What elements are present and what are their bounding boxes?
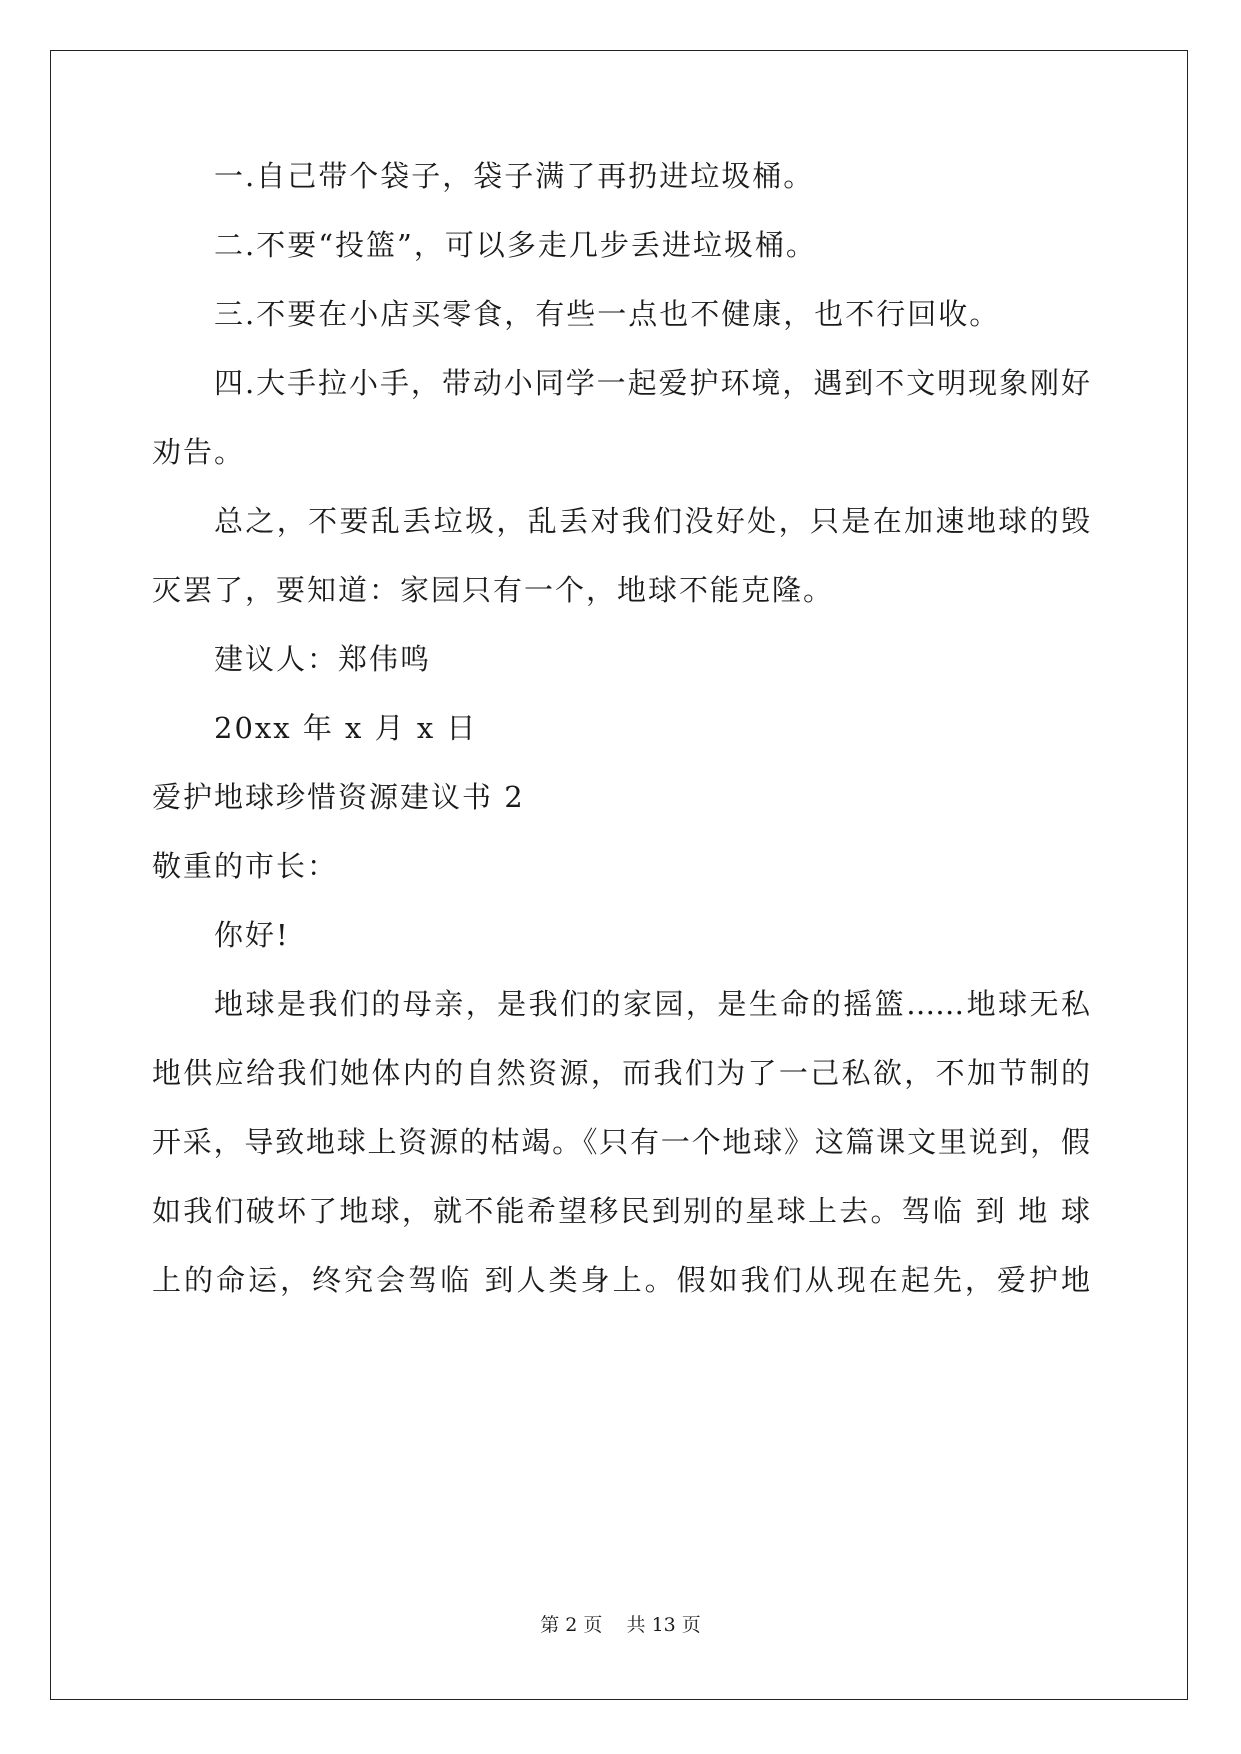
page-number-footer: 第 2 页 共 13 页 [540,1614,701,1636]
paragraph-line: 地供应给我们她体内的自然资源，而我们为了一己私欲，不加节制的 [152,1056,1090,1090]
paragraph-line: 如我们破坏了地球，就不能希望移民到别的星球上去。驾临 到 地 球 [152,1194,1090,1228]
paragraph-line: 开采，导致地球上资源的枯竭。《只有一个地球》这篇课文里说到，假 [152,1125,1090,1159]
date-line: 20xx 年 x 月 x 日 [214,711,478,745]
paragraph-line: 上的命运，终究会驾临 到人类身上。假如我们从现在起先，爱护地 [152,1263,1090,1297]
signature-line: 建议人：郑伟鸣 [214,642,432,676]
section-title: 爱护地球珍惜资源建议书 2 [152,780,525,814]
greeting: 你好! [214,918,290,952]
paragraph-line: 三.不要在小店买零食，有些一点也不健康，也不行回收。 [214,297,1001,331]
paragraph-line: 二.不要“投篮”，可以多走几步丢进垃圾桶。 [214,228,817,262]
paragraph-line: 一.自己带个袋子，袋子满了再扔进垃圾桶。 [214,159,815,193]
salutation: 敬重的市长： [152,849,339,883]
paragraph-line: 总之，不要乱丢垃圾，乱丢对我们没好处，只是在加速地球的毁 [214,504,1090,538]
paragraph-line: 地球是我们的母亲，是我们的家园，是生命的摇篮……地球无私 [214,987,1090,1021]
paragraph-line: 灭罢了，要知道：家园只有一个，地球不能克隆。 [152,573,835,607]
paragraph-line: 四.大手拉小手，带动小同学一起爱护环境，遇到不文明现象刚好 [214,366,1090,400]
paragraph-line: 劝告。 [152,435,246,469]
